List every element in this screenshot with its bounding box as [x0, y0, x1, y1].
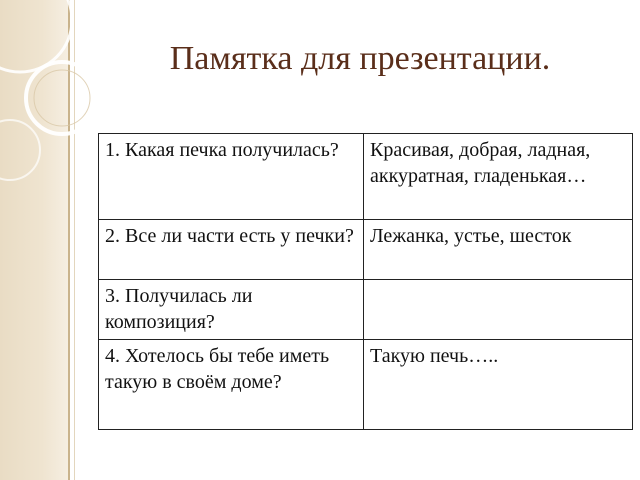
question-cell: 4. Хотелось бы тебе иметь такую в своём доме? [99, 340, 364, 430]
question-cell: 3. Получилась ли композиция? [99, 280, 364, 340]
question-cell: 1. Какая печка получилась? [99, 134, 364, 220]
question-cell: 2. Все ли части есть у печки? [99, 220, 364, 280]
answer-cell: Такую печь….. [364, 340, 633, 430]
answer-cell: Красивая, добрая, ладная, аккуратная, гладенькая… [364, 134, 633, 220]
table-row [99, 134, 633, 220]
answer-cell: Лежанка, устье, шесток [364, 220, 633, 280]
table-row [99, 220, 633, 280]
memo-table [98, 133, 633, 430]
answer-cell [364, 280, 633, 340]
table-row [99, 280, 633, 340]
table-row [99, 340, 633, 430]
page-title: Памятка для презентации. [169, 40, 551, 77]
